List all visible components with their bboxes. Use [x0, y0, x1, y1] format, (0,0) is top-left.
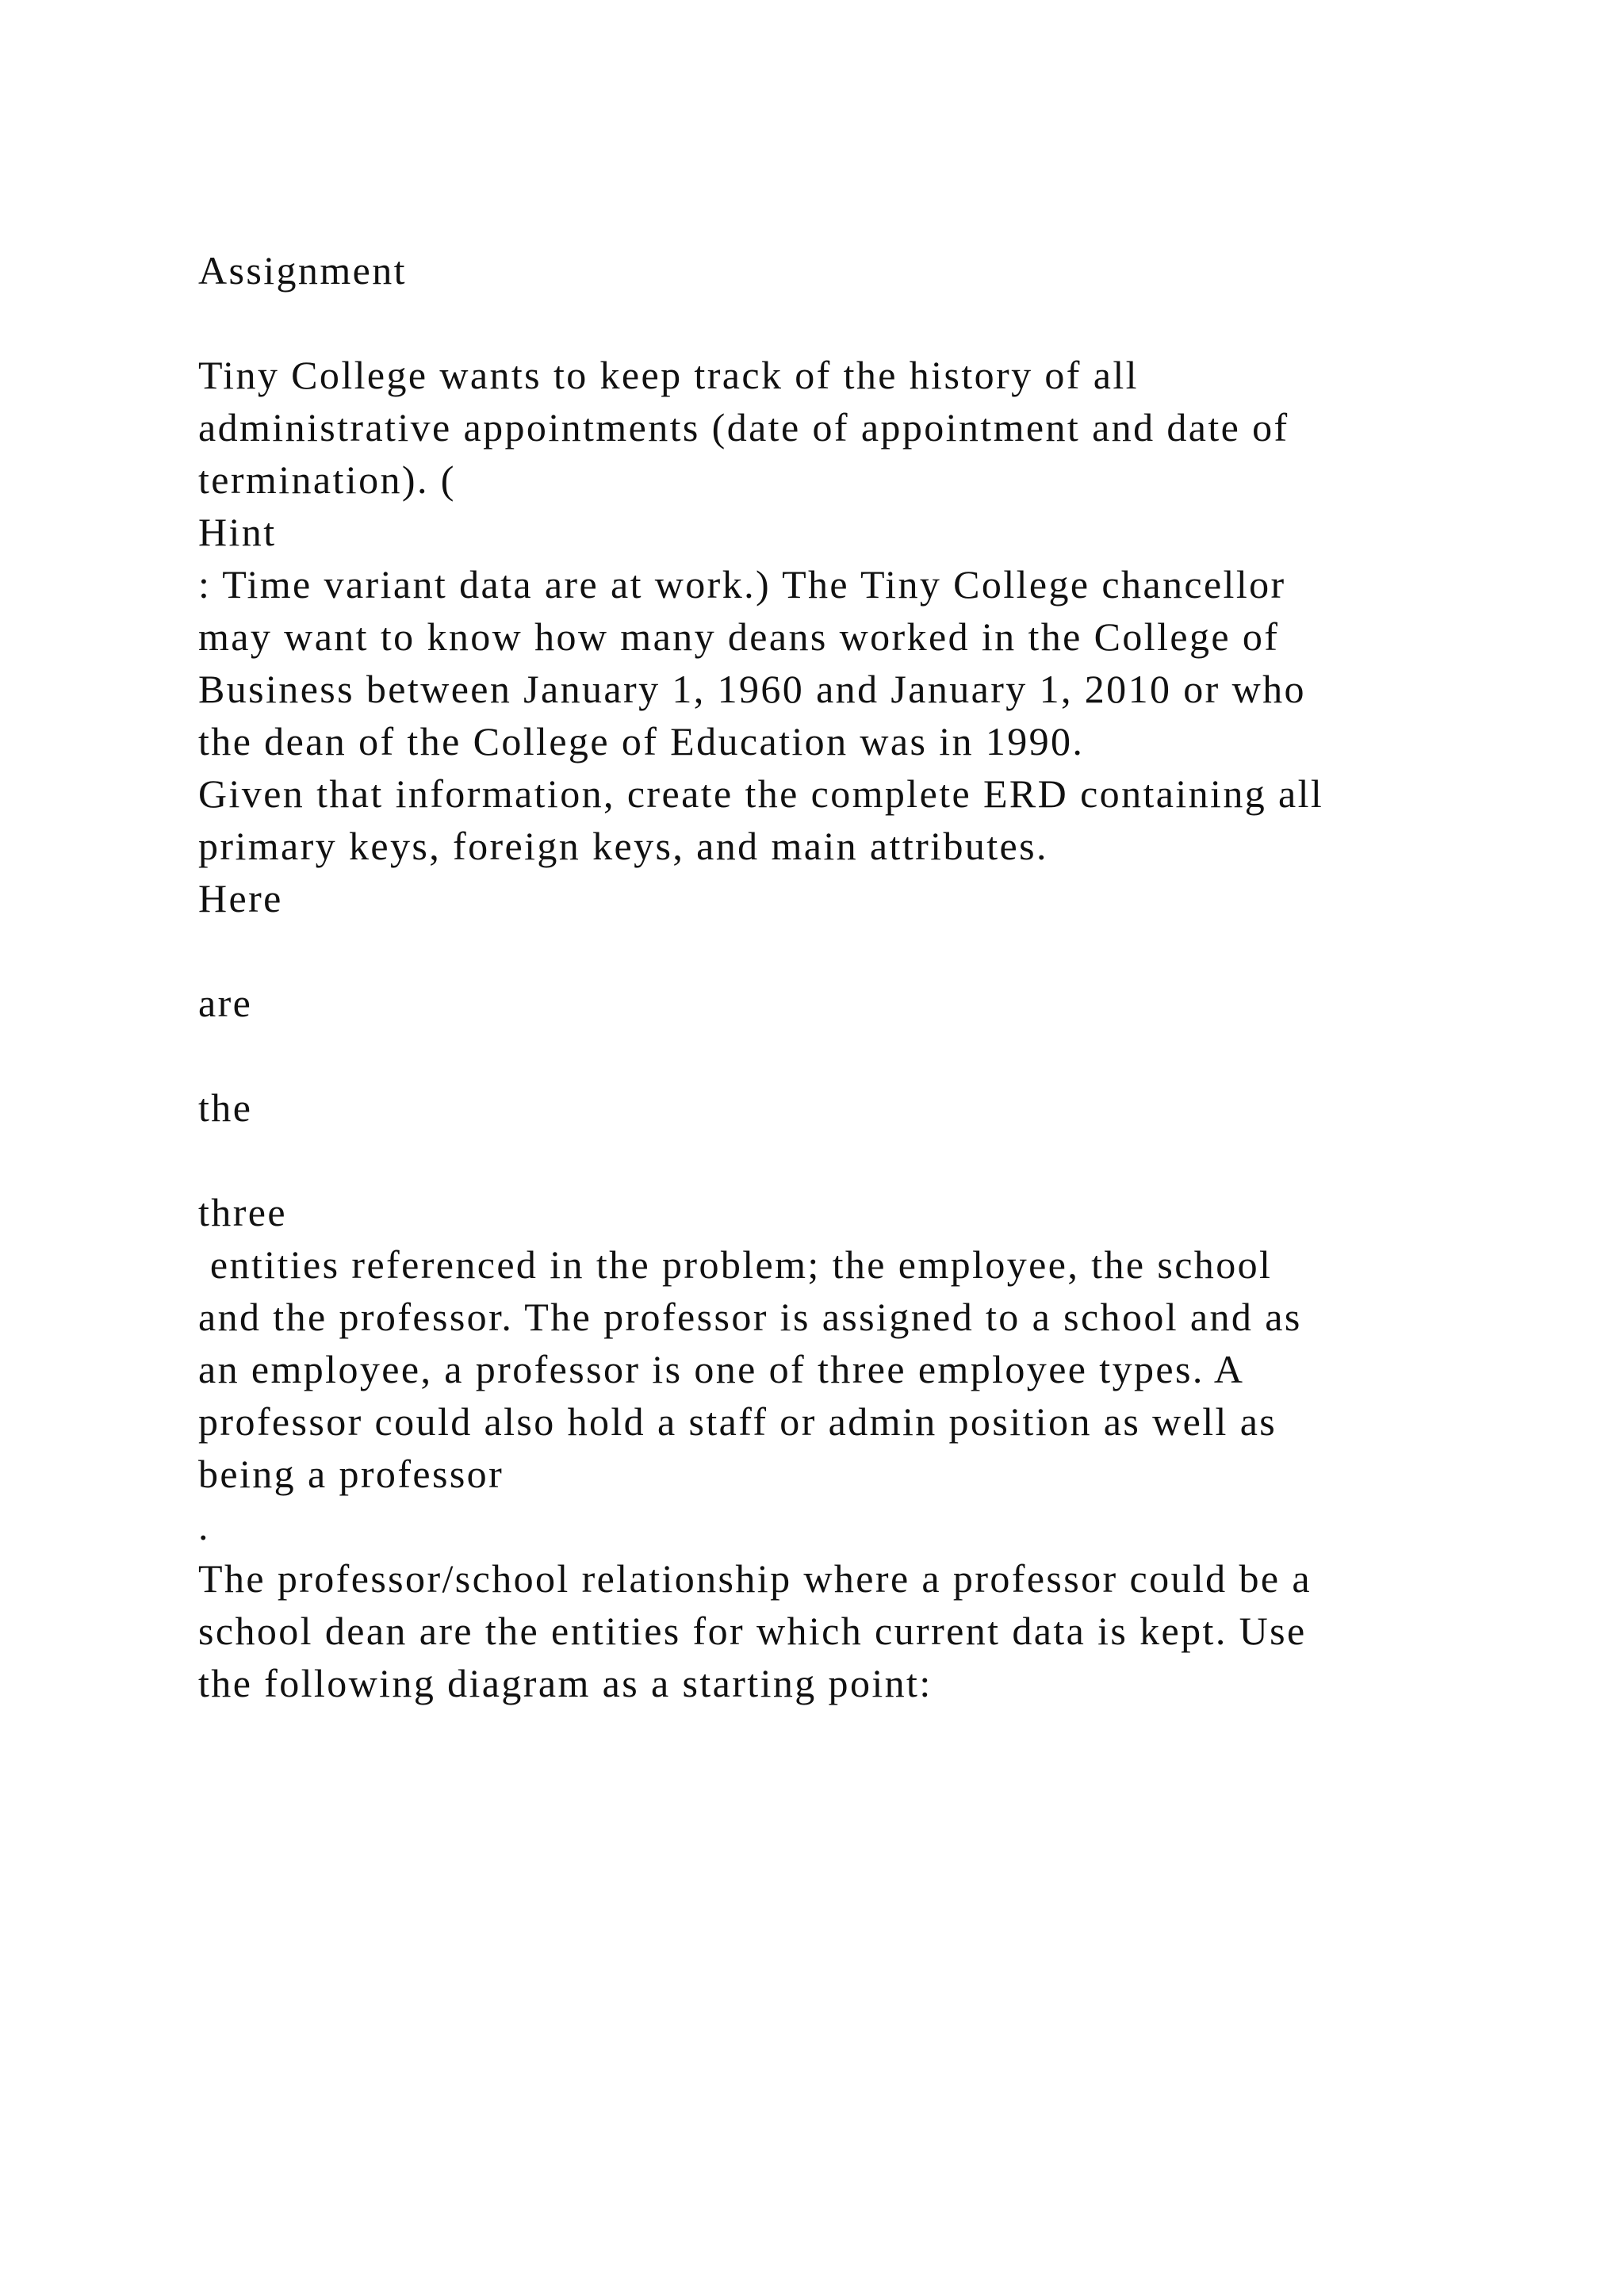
text-line: Hint	[198, 510, 277, 554]
text-line: an employee, a professor is one of three employee types. A	[198, 1347, 1245, 1391]
text-line: may want to know how many deans worked in the College of	[198, 614, 1280, 659]
text-line: the	[198, 1085, 253, 1130]
text-line: being a professor	[198, 1452, 504, 1496]
text-line: the dean of the College of Education was in 1990.	[198, 719, 1085, 763]
document-text	[198, 244, 1546, 1709]
text-line: Tiny College wants to keep track of the history of all	[198, 353, 1139, 397]
heading-assignment: Assignment	[198, 248, 407, 293]
blank-line	[198, 1134, 1546, 1186]
text-line: Given that information, create the complete ERD containing all	[198, 771, 1324, 816]
blank-line	[198, 924, 1546, 977]
text-line: The professor/school relationship where a professor could be a	[198, 1556, 1312, 1601]
blank-line	[198, 297, 1546, 349]
text-line: are	[198, 981, 253, 1025]
text-line: Business between January 1, 1960 and January 1, 2010 or who	[198, 667, 1306, 711]
text-line: the following diagram as a starting point:	[198, 1661, 933, 1705]
text-line: three	[198, 1190, 287, 1234]
text-line: termination). (	[198, 457, 456, 502]
text-line: entities referenced in the problem; the employee, the school	[198, 1242, 1273, 1287]
text-line: professor could also hold a staff or admin position as well as	[198, 1399, 1277, 1444]
text-line: administrative appointments (date of appointment and date of	[198, 405, 1289, 450]
text-line: primary keys, foreign keys, and main attributes.	[198, 824, 1048, 868]
blank-line	[198, 1029, 1546, 1081]
text-line: : Time variant data are at work.) The Tiny College chancellor	[198, 562, 1286, 607]
text-line: and the professor. The professor is assigned to a school and as	[198, 1295, 1302, 1339]
text-line: .	[198, 1504, 210, 1548]
text-line: Here	[198, 876, 283, 920]
text-line: school dean are the entities for which current data is kept. Use	[198, 1609, 1307, 1653]
